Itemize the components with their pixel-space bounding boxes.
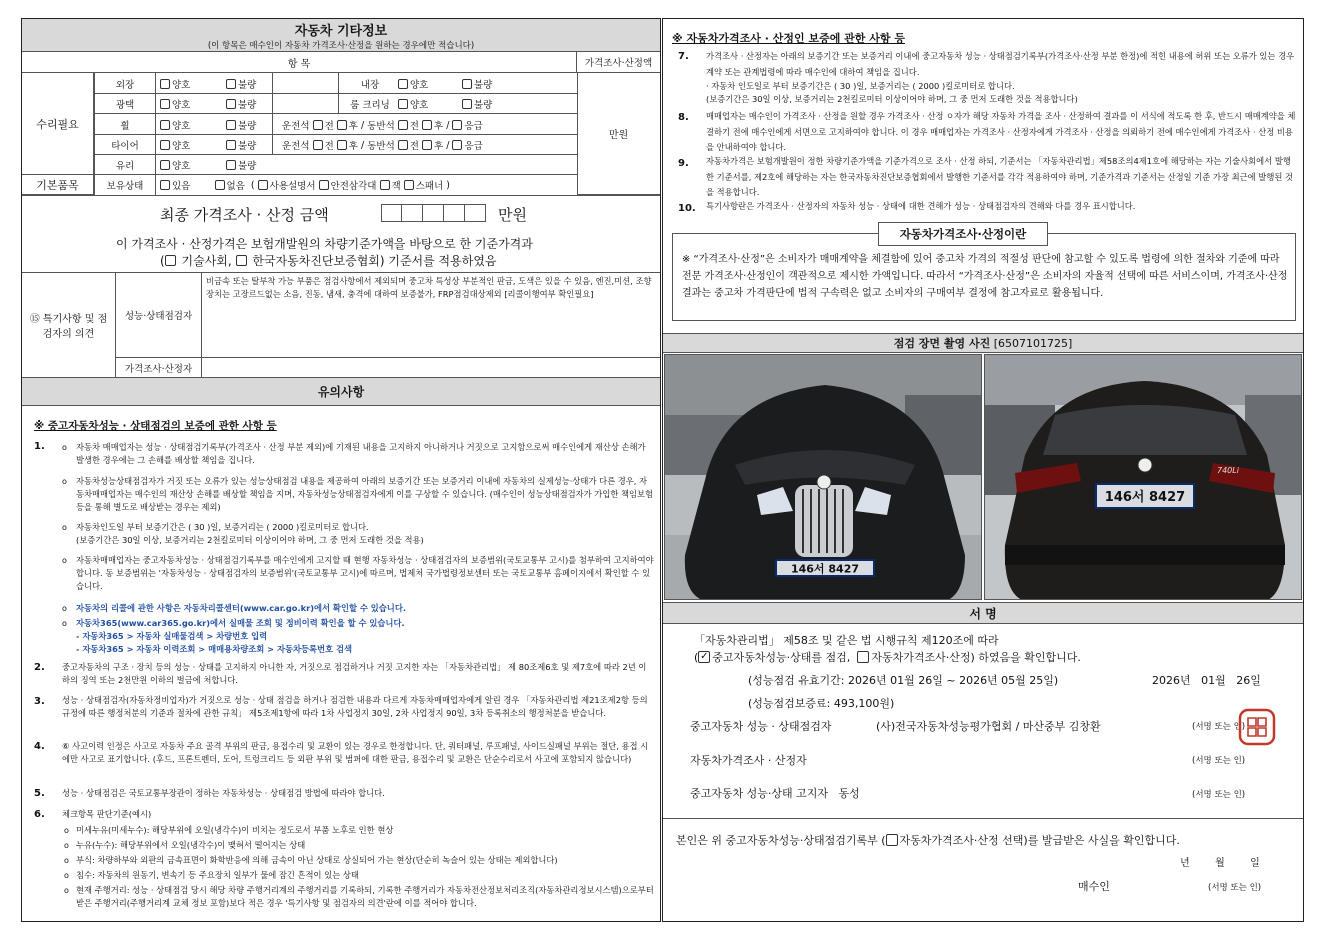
- buyer-signature-label: (서명 또는 인): [1208, 883, 1262, 893]
- pricer-opinion-label: 가격조사·산정자: [116, 358, 202, 378]
- front-car-illustration: [665, 355, 982, 600]
- exterior-good-checkbox[interactable]: 양호: [160, 77, 190, 91]
- price-info-box-title: 자동차가격조사·산정이란: [878, 222, 1048, 246]
- criteria-c4: 침수: 자동차의 원동기, 변속기 등 주요장치 일부가 물에 잠긴 흔적이 있는 상태: [76, 870, 359, 880]
- bullet-icon: o: [62, 556, 67, 565]
- row-tire-label: 타이어: [111, 141, 139, 152]
- pricer-opinion-text[interactable]: [202, 358, 660, 378]
- gloss-bad-checkbox[interactable]: 불량: [226, 97, 256, 111]
- gloss-good-checkbox[interactable]: 양호: [160, 97, 190, 111]
- tire-bad-checkbox[interactable]: 불량: [226, 138, 256, 152]
- notifier-signature-label: (서명 또는 인): [1192, 790, 1246, 800]
- diag-assoc-checkbox[interactable]: [236, 255, 247, 266]
- criteria-c2: 누유(누수): 해당부위에서 오일(냉각수)이 맺혀서 떨어지는 상태: [76, 840, 306, 850]
- caution-p6a: 자동차365(www.car365.go.kr)에서 실매물 조회 및 정비이력 확인을 할 수 있습니다.: [76, 618, 405, 628]
- basic-status-label: 보유상태: [106, 181, 144, 192]
- item8-text: 매매업자는 매수인이 가격조사 · 산정을 원할 경우 가격조사 · 산정 ㅇ자가 해당 자동차 가격을 조사 · 산정하여 결과를 이 서식에 적도록 한 후, 반드시 매매계약을 체결하기 전에 매수인에게 서면으로 고지하여야 합니다. 이 경우 매매업자는 가격조사 · 산정자에게 가격조사 · 산정을 의뢰하기 전에 매수인에게 가격조사 · 산정 비용을 안내하여야 합니다.: [706, 111, 1296, 152]
- col-item-header: 항 목: [22, 52, 577, 73]
- exterior-bad-checkbox[interactable]: 불량: [226, 77, 256, 91]
- inspection-checked-checkbox[interactable]: ✓: [700, 651, 709, 662]
- basic-jack-checkbox[interactable]: [380, 180, 390, 190]
- item7-note: (보증기간은 30일 이상, 보증거리는 2천킬로미터 이상이어야 하며, 그 중 먼저 도래한 것을 적용합니다): [706, 94, 1078, 104]
- caution-item2-number: 2.: [34, 662, 45, 673]
- bullet-icon: o: [64, 841, 69, 850]
- inspector-signature-label: (서명 또는 인): [1192, 722, 1246, 732]
- front-plate-text: 146서 8427: [790, 562, 860, 576]
- bullet-icon: o: [62, 604, 67, 613]
- final-amount-label: 최종 가격조사 · 산정 금액: [160, 206, 329, 224]
- caution-item4-number: 4.: [34, 741, 45, 752]
- bullet-icon: o: [62, 523, 67, 532]
- row-exterior-label: 외장: [115, 80, 135, 91]
- cleaning-bad-checkbox[interactable]: 불량: [462, 97, 492, 111]
- basic-spanner-checkbox[interactable]: [404, 180, 414, 190]
- bullet-icon: o: [64, 886, 69, 895]
- criteria-c3: 부식: 차량하부와 외판의 금속표면이 화학반응에 의해 금속이 아닌 상태로 상실되어 가는 현상(단순히 녹슬어 있는 상태는 제외합니다): [76, 855, 558, 865]
- basic-triangle-checkbox[interactable]: [319, 180, 329, 190]
- inspector-label: 중고자동차 성능 · 상태점검자: [690, 720, 832, 733]
- bullet-icon: o: [62, 477, 67, 486]
- glass-bad-checkbox[interactable]: 불량: [226, 158, 256, 172]
- cleaning-good-checkbox[interactable]: 양호: [398, 97, 428, 111]
- inspector-opinion-text: 비금속 또는 탈부착 가능 부품은 점검사항에서 제외되며 중고차 특성상 부분적인 판금, 도색은 있을 수 있음, 엔진,미션, 조향장치는 고장르드없는 소음, 진동, 냄새, 충격에 대하여 보증불가, FRP점검대상제외 [리콜이행여부 확인필요]: [202, 272, 660, 358]
- caution-p1: 자동차 매매업자는 성능 · 상태점검기록부(가격조사 · 산정 부분 제외)에 기재된 내용을 고지하지 아니하거나 거짓으로 고지함으로써 매수인에게 재산상 손해가 발생한 경우에는 그 손해를 배상할 책임을 집니다.: [76, 442, 646, 465]
- item9-text: 자동차가격은 보험개발원이 정한 차량기준가액을 기준가격으로 조사 · 산정 하되, 기준서는 「자동차관리법」제58조의4제1호에 해당하는 자는 기술사회에서 발행한 기준서를, 제2호에 해당하는 자는 한국자동차진단보증협회에서 발행한 기준서를 각각 적용하여야 하며, 기준가격과 기준서는 산정일 기준 가장 최근에 발행된 것을 적용합니다.: [706, 156, 1294, 197]
- tire-passenger-rear-checkbox[interactable]: [422, 140, 432, 150]
- glass-good-checkbox[interactable]: 양호: [160, 158, 190, 172]
- wheel-passenger-rear-checkbox[interactable]: [422, 120, 432, 130]
- caution-p6b: - 자동차365 > 자동차 실매물검색 > 차량번호 입력: [76, 631, 268, 641]
- repair-grid: [94, 73, 577, 195]
- sign-header: 서 명: [663, 602, 1303, 624]
- price-unit-cell: 만원: [577, 73, 660, 195]
- item9-number: 9.: [678, 158, 689, 169]
- caution-p4: 자동차매매업자는 중고자동차성능 · 상태점검기록부를 매수인에게 고지할 때 현행 자동차성능 · 상태점검자의 보증범위(국토교통부 고시)를 첨부하여 고지하여야 합니다. 동 보증범위는 '자동차성능 · 상태점검자의 보증범위'(국토교통부 고시)에 따르며, 법제처 국가법령정보센터 또는 국토교통부 홈페이지에서 확인할 수 있습니다.: [76, 555, 654, 591]
- basic-items-options: 있음 없음 ( 사용설명서 안전삼각대 잭 스패너 ): [160, 178, 450, 192]
- tech-society-checkbox[interactable]: [165, 255, 176, 266]
- seal-stamp: [1238, 708, 1276, 746]
- wheel-position-options: 운전석 전 후 / 동반석 전 후 / 응급: [282, 119, 483, 132]
- pricing-checkbox[interactable]: [857, 651, 869, 663]
- other-info-header: [22, 19, 660, 52]
- price-info-box-text: ※ “가격조사·산정”은 소비자가 매매계약을 체결함에 있어 중고차 가격의 적절성 판단에 참고할 수 있도록 법령에 의한 절차와 기준에 따라 전문 가격조사·산정인이 객관적으로 제시한 가액입니다. 따라서 “가격조사·산정”은 소비자의 자율적 선택에 따른 서비스이며, 가격조사·산정 결과는 중고차 가격판단에 법적 구속력은 없고 소비자의 구매여부 결정에 참고자료로 활용됩니다.: [682, 254, 1288, 299]
- sign-check-line: ( ✓ 중고자동차성능·상태를 점검, 자동차가격조사·산정) 하였음을 확인합니다.: [694, 650, 1081, 664]
- caution-item6-number: 6.: [34, 809, 45, 820]
- sign-date: 2026년 01월 26일: [1152, 674, 1261, 687]
- basic-have-checkbox[interactable]: [160, 180, 170, 190]
- buyer-confirm-line: 본인은 위 중고자동차성능·상태점검기록부 ( 자동차가격조사·산정 선택)를 발급받은 사실을 확인합니다.: [676, 834, 1180, 847]
- rear-car-photo: [984, 354, 1302, 600]
- interior-good-checkbox[interactable]: 양호: [398, 77, 428, 91]
- tire-passenger-front-checkbox[interactable]: [398, 140, 408, 150]
- pricer-signature-label: (서명 또는 인): [1192, 756, 1246, 766]
- rear-car-illustration: [985, 355, 1302, 600]
- tire-emergency-checkbox[interactable]: [452, 140, 462, 150]
- interior-bad-checkbox[interactable]: 불량: [462, 77, 492, 91]
- other-info-subtitle: (이 항목은 매수인이 자동차 가격조사·산정을 원하는 경우에만 적습니다): [207, 40, 475, 51]
- photos-header: 점검 장면 촬영 사진 [6507101725]: [663, 333, 1303, 353]
- other-info-title: 자동차 기타정보: [294, 23, 388, 39]
- row-gloss-label: 광택: [115, 100, 135, 111]
- caution-item6: 체크항목 판단기준(예시): [62, 809, 152, 819]
- rear-plate-text: 146서 8427: [1104, 490, 1186, 505]
- caution-item3-number: 3.: [34, 696, 45, 707]
- basic-items-label: 기본품목: [22, 175, 94, 195]
- bullet-icon: o: [64, 856, 69, 865]
- wheel-emergency-checkbox[interactable]: [452, 120, 462, 130]
- item10-text: 특기사항란은 가격조사 · 산정자의 자동차 성능 · 상태에 대한 견해가 성능 · 상태점검자의 견해와 다를 경우 표시합니다.: [706, 201, 1136, 211]
- sign-law-text: 「자동차관리법」 제58조 및 같은 법 시행규칙 제120조에 따라: [694, 634, 999, 647]
- caution-p5: 자동차의 리콜에 관한 사항은 자동차리콜센터(www.car.go.kr)에서 확인할 수 있습니다.: [76, 603, 406, 613]
- caution-item3: 성능 · 상태점검자(자동차정비업자)가 거짓으로 성능 · 상태 점검을 하거나 점검한 내용과 다르게 자동차매매업자에게 알린 경우 「자동차관리법 제21조제2항 등의 규정에 따른 행정처분의 기준과 절차에 관한 규칙」 제5조제1항에 따라 1차 사업정지 30일, 2차 사업정지 90일, 3차 등록취소의 행정처분을 받습니다.: [62, 695, 648, 718]
- bullet-icon: o: [64, 826, 69, 835]
- buyer-date: 년 월 일: [1180, 858, 1260, 869]
- bullet-icon: o: [62, 619, 67, 628]
- caution-item2: 중고자동차의 구조 · 장치 등의 성능 · 상태를 고지하지 아니한 자, 거짓으로 점검하거나 거짓 고지한 자는 「자동차관리법」 제 80조제6호 및 제7호에 따라 2년 이하의 징역 또는 2천만원 이하의 벌금에 처합니다.: [62, 662, 647, 685]
- caution-p6c: - 자동차365 > 자동차 이력조회 > 매매용차량조회 > 자동차등록번호 검색: [76, 644, 353, 654]
- basic-manual-checkbox[interactable]: [258, 180, 268, 190]
- item7-text: 가격조사 · 산정자는 아래의 보증기간 또는 보증거리 이내에 중고자동차 성능 · 상태점검기록부(가격조사·산정 부분 한정)에 적힌 내용에 허위 또는 오류가 있는 경우 계약 또는 관계법령에 따라 매수인에 대하여 책임을 집니다.: [706, 51, 1295, 77]
- caution-p3b: (보증기간은 30일 이상, 보증거리는 2천킬로미터 이상이어야 하며, 그 중 먼저 도래한 것을 적용): [76, 535, 424, 545]
- bullet-icon: o: [64, 871, 69, 880]
- item7-number: 7.: [678, 51, 689, 62]
- buyer-label: 매수인: [1078, 880, 1110, 893]
- wheel-driver-front-checkbox[interactable]: [313, 120, 323, 130]
- buyer-pricing-checkbox[interactable]: [886, 834, 898, 846]
- row-interior-label: 내장: [360, 80, 380, 91]
- basic-none-checkbox[interactable]: [215, 180, 225, 190]
- inspector-opinion-label: 성능·상태점검자: [116, 272, 202, 358]
- caution-header: 유의사항: [22, 378, 660, 406]
- validity-period: (성능점검 유효기간: 2026년 01월 26일 ~ 2026년 05월 25일): [748, 674, 1059, 687]
- final-note-line2: ( 기술사회, 한국자동차진단보증협회) 기준서를 적용하였음: [160, 253, 497, 268]
- item7-period: · 자동차 인도일로 부터 보증기간은 ( 30 )일, 보증거리는 ( 2000 )킬로미터로 합니다.: [706, 81, 1015, 91]
- special-notes-label: ⑮ 특기사항 및 점검자의 의견: [22, 272, 116, 378]
- front-car-photo: [664, 354, 982, 600]
- caution-p3a: 자동차인도일 부터 보증기간은 ( 30 )일, 보증거리는 ( 2000 )킬로미터로 합니다.: [76, 522, 369, 532]
- criteria-c1: 미세누유(미세누수): 해당부위에 오일(냉각수)이 비치는 정도로서 부품 노후로 인한 현상: [76, 825, 394, 835]
- caution-subtitle: ※ 중고자동차성능 · 상태점검의 보증에 관한 사항 등: [34, 420, 277, 432]
- tire-position-options: 운전석 전 후 / 동반석 전 후 / 응급: [282, 139, 483, 152]
- notifier-label: 중고자동차 성능·상태 고지자 동성: [690, 787, 860, 800]
- price-guarantee-title: ※ 자동차가격조사 · 산정인 보증에 관한 사항 등: [672, 32, 905, 45]
- tire-good-checkbox[interactable]: 양호: [160, 138, 190, 152]
- final-amount-boxes[interactable]: [381, 204, 486, 222]
- item10-number: 10.: [678, 203, 696, 214]
- bullet-icon: o: [62, 443, 67, 452]
- rear-badge-text: 740Li: [1217, 466, 1239, 475]
- caution-item5: 성능 · 상태점검은 국토교통부장관이 정하는 자동차성능 · 상태점검 방법에 따라야 합니다.: [62, 788, 385, 798]
- wheel-driver-rear-checkbox[interactable]: [337, 120, 347, 130]
- final-amount-unit: 만원: [498, 206, 527, 224]
- pricer-label: 자동차가격조사 · 산정자: [690, 754, 807, 767]
- wheel-passenger-front-checkbox[interactable]: [398, 120, 408, 130]
- inspector-name: (사)전국자동차성능평가협회 / 마산중부 김창환: [876, 720, 1101, 733]
- caution-item5-number: 5.: [34, 788, 45, 799]
- insurance-fee: (성능점검보증료: 493,100원): [748, 697, 895, 710]
- row-wheel-label: 휠: [120, 121, 130, 132]
- caution-item4: ⑥ 사고이력 인정은 사고로 자동차 주요 골격 부위의 판금, 용접수리 및 교환이 있는 경우로 한정합니다. 단, 쿼터패널, 루프패널, 사이드실패널 부위는 절단, 용접 시에만 사고로 표기합니다. (후드, 프론트펜더, 도어, 트렁크리드 등 외판 부위 및 범퍼에 대한 판금, 용접수리 및 교환은 단순수리로서 사고에 포함되지 않습니다): [62, 741, 649, 764]
- criteria-c5: 현재 주행거리: 성능 · 상태점검 당시 해당 차량 주행거리계의 주행거리를 기록하되, 기록한 주행거리가 자동차전산정보처리조직(자동차관리정보시스템)으로부터 받은 주행거리(주행거리계 교체 정보 포함)보다 적은 경우 '특기사항 및 점검자의 의견'란에 이를 적어야 합니다.: [76, 885, 654, 908]
- final-note-line1: 이 가격조사 · 산정가격은 보험개발원의 차량기준가액을 바탕으로 한 기준가격과: [116, 237, 533, 251]
- tire-driver-front-checkbox[interactable]: [313, 140, 323, 150]
- row-room-cleaning-label: 룸 크리닝: [350, 100, 390, 111]
- col-price-header: 가격조사·산정액: [577, 52, 660, 73]
- wheel-good-checkbox[interactable]: 양호: [160, 118, 190, 132]
- row-glass-label: 유리: [115, 161, 135, 172]
- seal-icon: [1238, 708, 1276, 746]
- caution-item1-number: 1.: [34, 441, 45, 452]
- tire-driver-rear-checkbox[interactable]: [337, 140, 347, 150]
- item8-number: 8.: [678, 112, 689, 123]
- repair-needed-label: 수리필요: [22, 73, 94, 175]
- caution-p2: 자동차성능상태점검자가 거짓 또는 오류가 있는 성능상태점검 내용을 제공하여 아래의 보증기간 또는 보증거리 이내에 자동차의 실제성능·상태가 다른 경우, 자동차매매업자는 매수인의 재산상 손해를 배상할 책임을 지며, 자동차성능상태점검자에게 이를 구상할 수 있습니다. (매수인이 성능상태점검자가 가입한 책임보험 등을 통해 별도로 배상받는 경우는 제외): [76, 476, 654, 512]
- wheel-bad-checkbox[interactable]: 불량: [226, 118, 256, 132]
